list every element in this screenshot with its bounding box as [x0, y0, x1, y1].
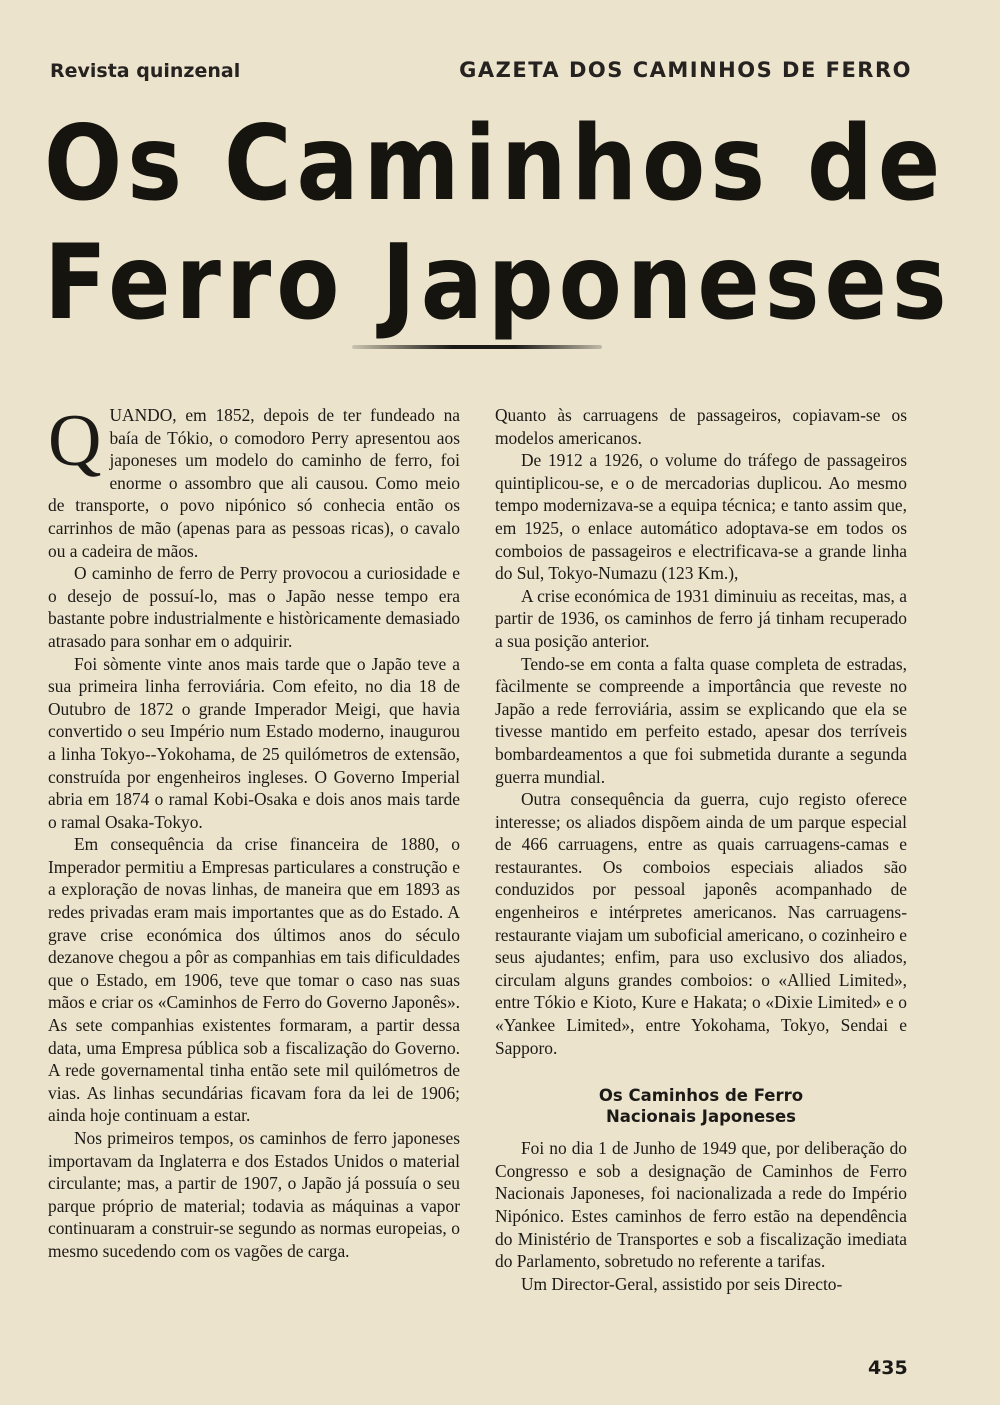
article-paragraph: Quanto às carruagens de passageiros, copiavam-se os modelos americanos.	[495, 405, 907, 448]
page-number: 435	[868, 1357, 908, 1379]
article-paragraph: Em consequência da crise financeira de 1880, o Imperador permitiu a Empresas particulares a construção e a exploração de novas linhas, de maneira que em 1893 as redes privadas eram mais importantes que as do Estado. A grave crise económica dos últimos anos do século dezanove chegou a pôr as companhias em tais dificuldades que o Estado, em 1906, teve que tomar o caso nas suas mãos e criar os «Caminhos de Ferro do Governo Japonês». As sete companhias existentes formaram, a partir dessa data, uma Empresa pública sob a fiscalização do Governo. A rede governamental tinha então sete mil quilómetros de vias. As linhas secundárias ficavam fora da lei de 1906; ainda hoje continuam a estar.	[48, 834, 460, 1126]
article-title-line-1: Os Caminhos de	[44, 103, 946, 224]
drop-cap: Q	[48, 400, 102, 482]
article-paragraph: O caminho de ferro de Perry provocou a curiosidade e o desejo de possuí-lo, mas o Japão nesse tempo era bastante pobre industrialmente e històricamente demasiado atrasado para sonhar em o adquirir.	[48, 563, 460, 651]
page-header	[50, 46, 912, 82]
article-paragraph: A crise económica de 1931 diminuiu as receitas, mas, a partir de 1936, os caminhos de ferro já tinham recuperado a sua posição anterior.	[495, 585, 907, 651]
article-paragraph	[48, 400, 460, 562]
publication-frequency: Revista quinzenal	[50, 60, 241, 82]
article-paragraph: De 1912 a 1926, o volume do tráfego de passageiros quintiplicou-se, e o de mercadorias duplicou. Ao mesmo tempo modernizava-se a equipa técnica; e tanto assim que, em 1925, o enlace automático adoptava-se em todos os comboios de passageiros e electrificava-se a grande linha do Sul, Tokyo-Numazu (123 Km.),	[495, 450, 907, 584]
article-column-right	[495, 404, 907, 1295]
article-paragraph: Um Director-Geral, assistido por seis Directo-	[521, 1273, 843, 1294]
article-title-line-2: Ferro Japoneses	[44, 222, 952, 343]
publication-title: GAZETA DOS CAMINHOS DE FERRO	[459, 58, 912, 82]
article-paragraph: Nos primeiros tempos, os caminhos de ferro japoneses importavam da Inglaterra e dos Estados Unidos o material circulante; mas, a partir de 1907, o Japão já possuía o seu parque próprio de material; todavia as máquinas a vapor continuaram a construir-se segundo as normas europeias, o mesmo sucedendo com os vagões de carga.	[48, 1128, 460, 1261]
article-paragraph: Foi sòmente vinte anos mais tarde que o Japão teve a sua primeira linha ferroviária. Com efeito, no dia 18 de Outubro de 1872 o grande Imperador Meigi, que havia convertido o seu Império num Estado moderno, inaugurou a linha Tokyo--Yokohama, de 25 quilómetros de extensão, construída por engenheiros ingleses. O Governo Imperial abria em 1874 o ramal Kobi-Osaka e dois anos mais tarde o ramal Osaka-Tokyo.	[48, 653, 460, 832]
article-column-left	[48, 400, 460, 1263]
article-paragraph: Outra consequência da guerra, cujo registo oferece interesse; os aliados dispõem ainda de um parque especial de 466 carruagens, entre as quais carruagens-camas e restaurantes. Os comboios especiais aliados são conduzidos por pessoal japonês acompanhado de engenheiros e intérpretes americanos. Nas carruagens-restaurante viajam um suboficial americano, o cozinheiro e seus ajudantes; enfim, para uso exclusivo dos aliados, circulam alguns grandes comboios: o «Allied Limited», entre Tókio e Kioto, Kure e Hakata; o «Dixie Limited» e o «Yankee Limited», entre Yokohama, Tokyo, Sendai e Sapporo.	[495, 789, 907, 1058]
section-heading	[495, 1085, 907, 1127]
article-paragraph: Tendo-se em conta a falta quase completa de estradas, fàcilmente se compreende a importância que reveste no Japão a rede ferroviária, assim se explicando que ela se tivesse mantido em perfeito estado, apesar dos terríveis bombardeamentos a que foi submetida durante a segunda guerra mundial.	[495, 653, 907, 787]
section-heading-line-2: Nacionais Japoneses	[605, 1107, 796, 1127]
lead-text: UANDO, em 1852, depois de ter fundeado na baía de Tókio, o comodoro Perry apresentou aos japoneses um modelo do caminho de ferro, foi enorme o assombro que ali causou. Como meio de transporte, o povo nipónico só conhecia então os carrinhos de mão (apenas para as pessoas ricas), o cavalo ou a cadeira de mãos.	[48, 405, 460, 561]
article-paragraph: Foi no dia 1 de Junho de 1949 que, por deliberação do Congresso e sob a designação de Caminhos de Ferro Nacionais Japoneses, foi nacionalizada a rede do Império Nipónico. Estes caminhos de ferro estão na dependência do Ministério de Transportes e sob a fiscalização imediata do Parlamento, sobretudo no referente a tarifas.	[495, 1138, 907, 1272]
article-title	[44, 103, 952, 343]
title-divider	[352, 345, 602, 349]
section-heading-line-1: Os Caminhos de Ferro	[598, 1086, 804, 1106]
